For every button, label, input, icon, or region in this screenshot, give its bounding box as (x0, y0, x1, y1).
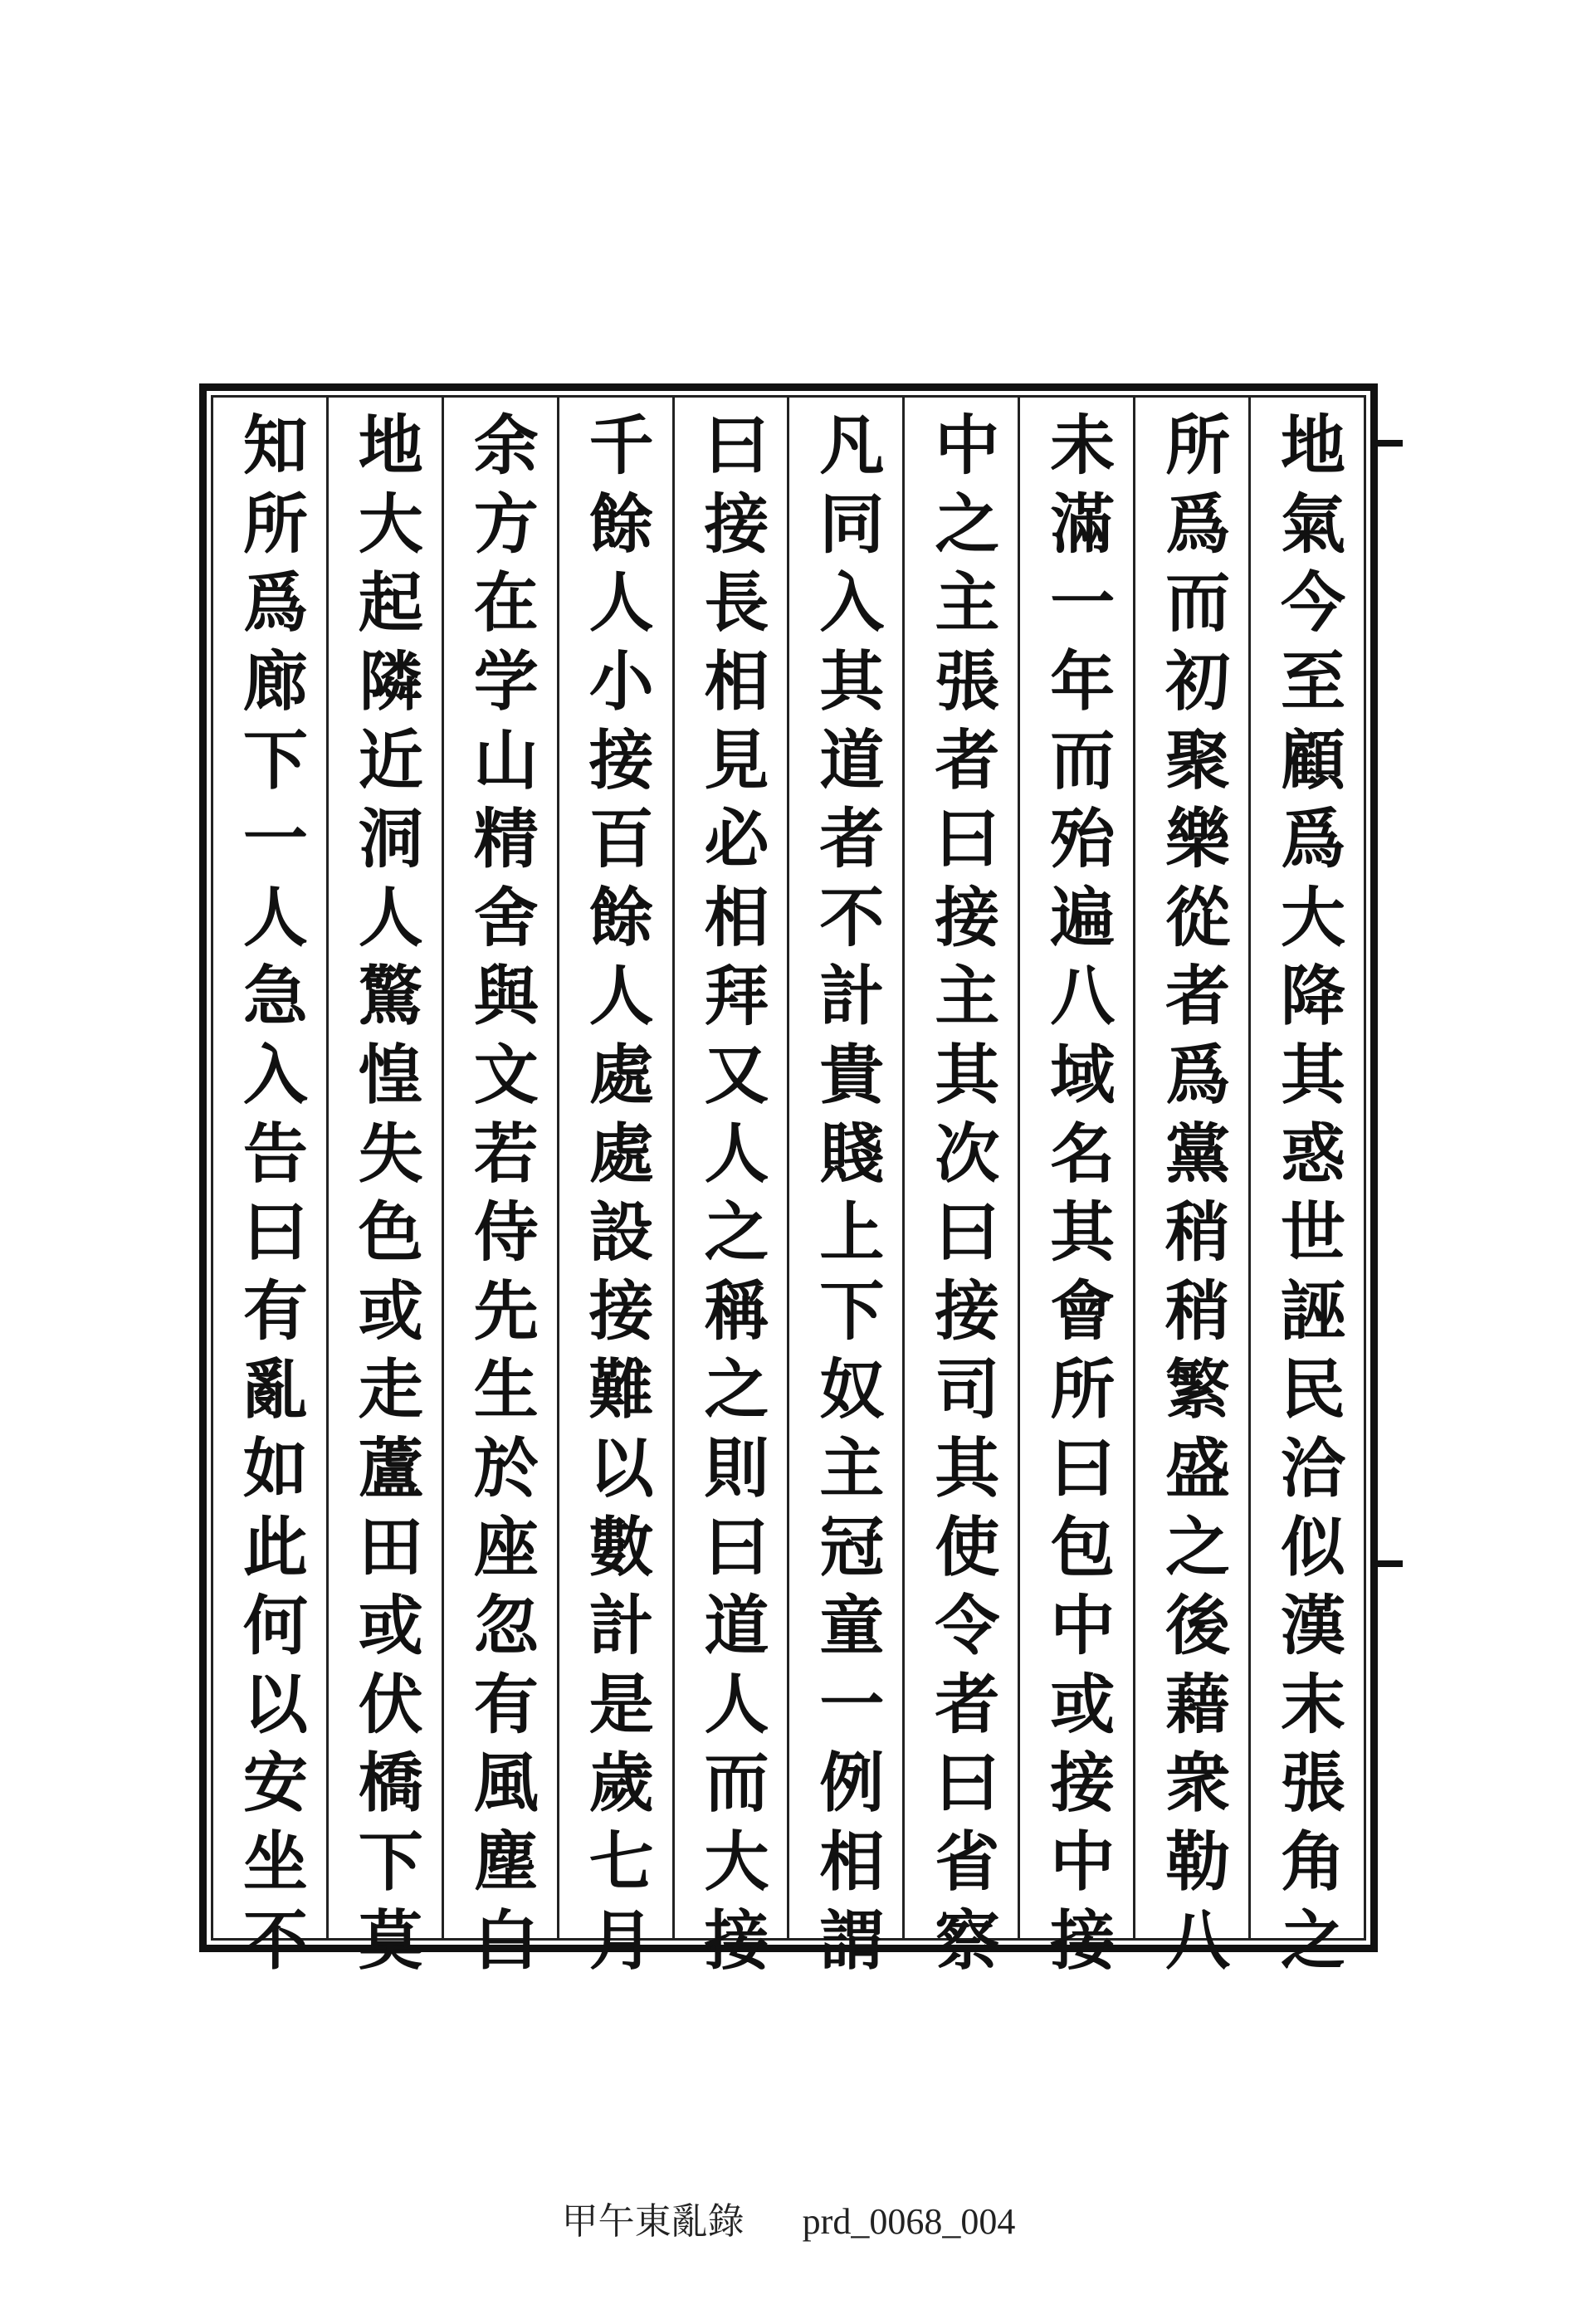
text-column (442, 398, 557, 1985)
column-text: 知所爲廊下一人急入告曰有亂如此何以安坐不 (232, 411, 308, 1985)
footer-code: prd_0068_004 (802, 2201, 1016, 2242)
column-text: 余方在学山精舍與文若侍先生於座忽有風塵白 (462, 411, 539, 1985)
column-text: 地氣今至顧爲大降其惑世誣民洽似漢末張角之 (1270, 411, 1346, 1985)
text-column (672, 398, 788, 1985)
text-column (787, 398, 902, 1985)
column-text: 曰接長相見必相拜又人之稱之則曰道人而大接 (693, 411, 769, 1985)
text-column (902, 398, 1018, 1985)
text-columns (213, 398, 1364, 1985)
column-text: 千餘人小接百餘人處處設接難以數計是歲七月 (578, 411, 654, 1985)
text-column (1018, 398, 1133, 1985)
text-column (326, 398, 442, 1985)
column-text: 未滿一年而殆遍八域名其會所曰包中或接中接 (1039, 411, 1116, 1985)
column-text: 地大起隣近洞人驚惶失色或走蘆田或伏橋下莫 (347, 411, 423, 1985)
column-text: 凡同入其道者不計貴賤上下奴主冠童一例相謂 (808, 411, 885, 1985)
text-column (213, 398, 326, 1985)
column-text: 所爲而初聚樂從者爲黨稍稍繁盛之後藉衆勒八 (1155, 411, 1231, 1985)
frame-tick-mark (1378, 440, 1403, 447)
text-column (557, 398, 672, 1985)
frame-tick-mark (1378, 1560, 1403, 1567)
footer-title: 甲午東亂錄 (561, 2201, 745, 2242)
text-column (1248, 398, 1364, 1985)
text-column (1133, 398, 1248, 1985)
column-text: 中之主張者曰接主其次曰接司其使令者曰省察 (924, 411, 1000, 1985)
page-footer (0, 2191, 1577, 2244)
